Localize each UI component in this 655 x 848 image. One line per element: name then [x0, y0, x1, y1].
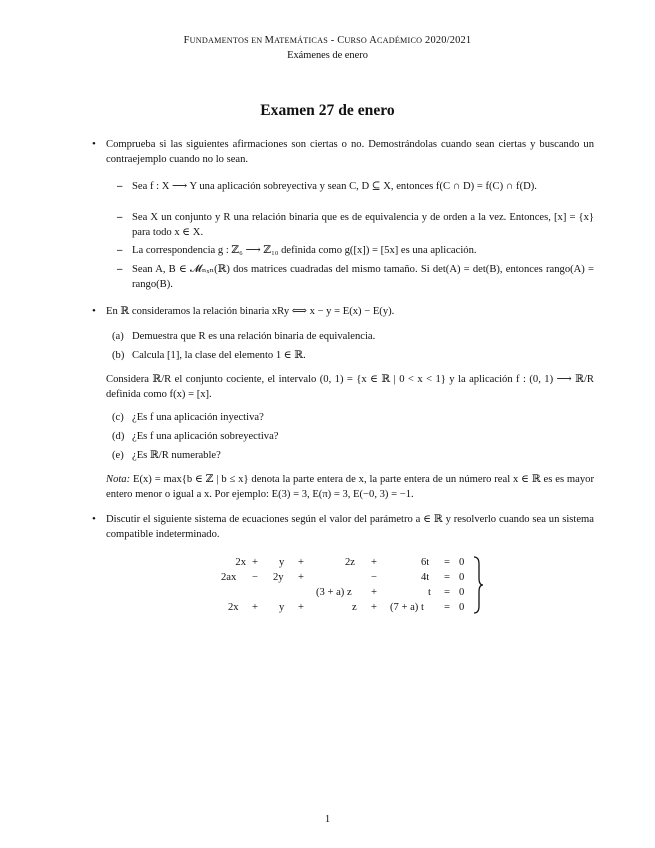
bullet-icon: •: [92, 513, 96, 525]
eq-term: (7 + a) t: [390, 602, 424, 613]
part-text: Demuestra que R es una relación binaria de equivalencia.: [132, 331, 376, 342]
eq-op: =: [444, 602, 450, 613]
eq-term: 0: [459, 587, 465, 598]
eq-term: 4t: [421, 572, 430, 583]
eq-op: −: [252, 572, 258, 583]
eq-term: y: [279, 557, 285, 568]
header-part: F: [183, 35, 190, 46]
dash-icon: –: [117, 245, 123, 256]
header-part: 2020/2021: [422, 35, 472, 46]
eq-term: 2y: [273, 572, 284, 583]
eq-op: +: [252, 557, 258, 568]
eq-op: +: [371, 557, 377, 568]
header-part: URSO: [344, 36, 370, 45]
page-title: Examen 27 de enero: [260, 102, 395, 119]
problem-2-intro: En ℝ consideramos la relación binaria xRy ⟺ x − y = E(x) − E(y).: [106, 306, 395, 317]
eq-op: −: [371, 572, 377, 583]
problem-1-item: Sean A, B ∈ 𝓜ₙₓₙ(ℝ) dos matrices cuadradas del mismo tamaño. Si det(A) = det(B), entonces rango(A) = rango(B).: [132, 264, 594, 290]
part-label: (a): [112, 331, 124, 342]
eq-term: (3 + a) z: [316, 587, 352, 598]
part-label: (d): [112, 431, 125, 442]
part-label: (c): [112, 412, 124, 423]
header-part: M: [264, 35, 275, 46]
eq-op: =: [444, 557, 450, 568]
part-label: (e): [112, 450, 124, 461]
eq-term: 2ax: [221, 572, 237, 583]
part-text: ¿Es f una aplicación inyectiva?: [132, 412, 264, 423]
dash-icon: –: [117, 264, 123, 275]
eq-term: z: [352, 602, 357, 613]
eq-op: +: [298, 572, 304, 583]
eq-term: 0: [459, 602, 465, 613]
problem-1-item: Sea X un conjunto y R una relación binaria que es de equivalencia y de orden a la vez. Entonces, [x] = {x} para todo x ∈ X.: [132, 212, 594, 238]
eq-term: t: [428, 587, 431, 598]
header-part: C: [337, 35, 345, 46]
eq-op: +: [371, 587, 377, 598]
header-part: A: [369, 35, 377, 46]
eq-op: +: [298, 557, 304, 568]
bullet-icon: •: [92, 138, 96, 150]
problem-1-item: La correspondencia g : ℤ₆ ⟶ ℤ₁₀ definida como g([x]) = [5x] es una aplicación.: [132, 245, 477, 256]
header-part: -: [327, 35, 338, 46]
bullet-icon: •: [92, 305, 96, 317]
problem-1-intro: Comprueba si las siguientes afirmaciones son ciertas o no. Demostrándolas cuando sean ciertas y buscando un contraejemplo cuando no lo sean.: [106, 139, 594, 165]
eq-op: +: [298, 602, 304, 613]
eq-term: 6t: [421, 557, 430, 568]
eq-term: 2z: [345, 557, 355, 568]
course-header: [0, 33, 655, 48]
dash-icon: –: [117, 181, 123, 192]
eq-op: =: [444, 572, 450, 583]
eq-term: 0: [459, 557, 465, 568]
header-subtitle: Exámenes de enero: [287, 50, 368, 61]
eq-term: 2x: [228, 602, 239, 613]
part-text: ¿Es ℝ/R numerable?: [132, 450, 221, 461]
problem-2-note: [106, 472, 594, 502]
dash-icon: –: [117, 212, 123, 223]
page-number: 1: [324, 814, 331, 825]
header-part: CADÉMICO: [376, 36, 423, 45]
eq-term: 2x: [235, 557, 246, 568]
note-text: E(x) = max{b ∈ ℤ | b ≤ x} denota la parte entera de x, la parte entera de un número real x ∈ ℝ es es mayor entero menor o igual a x. Por ejemplo: E(3) = 3, E(π) = 3, E(−0, 3) = −1.: [106, 474, 594, 500]
problem-3-intro: Discutir el siguiente sistema de ecuaciones según el valor del parámetro a ∈ ℝ y resolverlo cuando sea un sistema compatible indeterminado.: [106, 514, 594, 540]
eq-op: +: [371, 602, 377, 613]
part-text: ¿Es f una aplicación sobreyectiva?: [132, 431, 279, 442]
eq-term: 0: [459, 572, 465, 583]
note-label: Nota:: [106, 474, 131, 485]
problem-1-item: Sea f : X ⟶ Y una aplicación sobreyectiva y sean C, D ⊆ X, entonces f(C ∩ D) = f(C) ∩ f(D).: [132, 181, 537, 192]
eq-op: =: [444, 587, 450, 598]
header-part: ATEMÁTICAS: [274, 36, 328, 45]
right-brace-icon: [472, 556, 484, 614]
eq-op: +: [252, 602, 258, 613]
eq-term: y: [279, 602, 285, 613]
problem-2-middle: Considera ℝ/R el conjunto cociente, el intervalo (0, 1) = {x ∈ ℝ | 0 < x < 1} y la aplicación f : (0, 1) ⟶ ℝ/R definida como f(x) = [x].: [106, 374, 594, 400]
part-text: Calcula [1], la clase del elemento 1 ∈ ℝ.: [132, 350, 306, 361]
header-part: UNDAMENTOS EN: [189, 36, 265, 45]
part-label: (b): [112, 350, 125, 361]
